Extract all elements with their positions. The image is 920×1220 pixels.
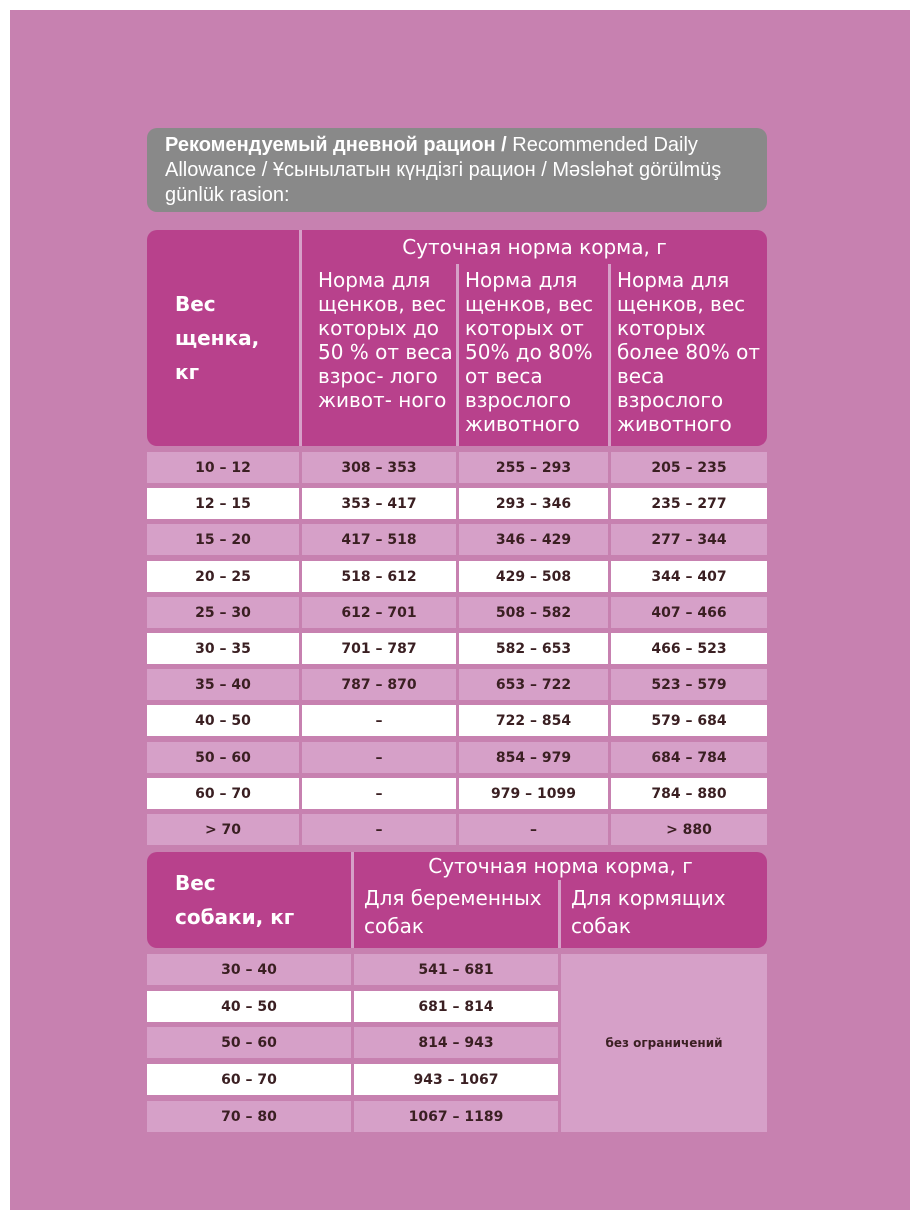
puppy-value-cell: 353 – 417 (302, 488, 456, 519)
puppy-value-cell: 308 – 353 (302, 452, 456, 483)
puppy-value-cell: 854 – 979 (459, 742, 608, 773)
puppy-value-cell: 407 – 466 (611, 597, 767, 628)
puppy-value-cell: 277 – 344 (611, 524, 767, 555)
dog-col-header-2: Для кормящих собак (571, 886, 726, 938)
puppy-weight-cell: 15 – 20 (147, 524, 299, 555)
puppy-group-header-cell (302, 230, 767, 264)
lactating-merged-cell (561, 954, 767, 1132)
title-box (147, 128, 767, 212)
puppy-weight-header-cell (147, 230, 299, 446)
dog-weight-cell: 40 – 50 (147, 991, 351, 1022)
puppy-value-cell: 429 – 508 (459, 561, 608, 592)
puppy-value-cell: 523 – 579 (611, 669, 767, 700)
puppy-value-cell: 255 – 293 (459, 452, 608, 483)
puppy-weight-cell: > 70 (147, 814, 299, 845)
puppy-col-header-1: Норма для щенков, вес которых до 50 % от веса взрос- лого живот- ного (318, 268, 453, 412)
puppy-weight-cell: 12 – 15 (147, 488, 299, 519)
puppy-weight-header: Вес щенка, кг (175, 292, 260, 384)
dog-value-cell: 681 – 814 (354, 991, 558, 1022)
puppy-group-header: Суточная норма корма, г (402, 235, 667, 259)
dog-weight-header: Вес собаки, кг (175, 871, 295, 929)
puppy-weight-cell: 35 – 40 (147, 669, 299, 700)
dog-value-cell: 943 – 1067 (354, 1064, 558, 1095)
title-bold: Рекомендуемый дневной рацион / (165, 134, 507, 156)
puppy-value-cell: – (302, 814, 456, 845)
puppy-weight-cell: 30 – 35 (147, 633, 299, 664)
title-rest: Recommended Daily Allowance / Ұсынылатын күндізгі рацион / Məsləhət görülmüş günlük rasion: (165, 134, 722, 206)
puppy-value-cell: 722 – 854 (459, 705, 608, 736)
puppy-col-header-2: Норма для щенков, вес которых от 50% до 80% от веса взрослого животного (465, 268, 594, 436)
dog-weight-header-cell (147, 852, 351, 948)
dog-value-cell: 1067 – 1189 (354, 1101, 558, 1132)
dog-weight-cell: 30 – 40 (147, 954, 351, 985)
puppy-value-cell: – (302, 778, 456, 809)
puppy-value-cell: 344 – 407 (611, 561, 767, 592)
puppy-header-divider-3 (608, 264, 611, 446)
puppy-weight-cell: 50 – 60 (147, 742, 299, 773)
puppy-value-cell: 518 – 612 (302, 561, 456, 592)
puppy-col-header-1-cell (302, 264, 456, 446)
puppy-value-cell: 466 – 523 (611, 633, 767, 664)
puppy-col-header-3: Норма для щенков, вес которых более 80% от веса взрослого животного (617, 268, 761, 436)
puppy-value-cell: – (302, 705, 456, 736)
puppy-value-cell: 417 – 518 (302, 524, 456, 555)
dog-weight-cell: 70 – 80 (147, 1101, 351, 1132)
puppy-value-cell: 612 – 701 (302, 597, 456, 628)
lactating-value: без ограничений (605, 1036, 723, 1050)
dog-weight-cell: 50 – 60 (147, 1027, 351, 1058)
puppy-header-divider-2 (456, 264, 459, 446)
puppy-weight-cell: 40 – 50 (147, 705, 299, 736)
dog-col-header-1-cell (354, 880, 558, 948)
puppy-weight-cell: 60 – 70 (147, 778, 299, 809)
dog-col-header-1: Для беременных собак (364, 886, 542, 938)
puppy-value-cell: 346 – 429 (459, 524, 608, 555)
dog-weight-cell: 60 – 70 (147, 1064, 351, 1095)
puppy-col-header-3-cell (611, 264, 767, 446)
puppy-value-cell: 582 – 653 (459, 633, 608, 664)
puppy-value-cell: > 880 (611, 814, 767, 845)
puppy-value-cell: 508 – 582 (459, 597, 608, 628)
puppy-value-cell: 293 – 346 (459, 488, 608, 519)
puppy-value-cell: 653 – 722 (459, 669, 608, 700)
dog-value-cell: 814 – 943 (354, 1027, 558, 1058)
dog-value-cell: 541 – 681 (354, 954, 558, 985)
dog-group-header: Суточная норма корма, г (428, 854, 693, 878)
puppy-value-cell: 579 – 684 (611, 705, 767, 736)
dog-header-divider-2 (558, 880, 561, 948)
puppy-value-cell: 979 – 1099 (459, 778, 608, 809)
puppy-weight-cell: 20 – 25 (147, 561, 299, 592)
puppy-value-cell: 684 – 784 (611, 742, 767, 773)
puppy-value-cell: 205 – 235 (611, 452, 767, 483)
dog-group-header-cell (354, 852, 767, 880)
dog-header-divider-1 (351, 852, 354, 948)
puppy-weight-cell: 25 – 30 (147, 597, 299, 628)
puppy-value-cell: 787 – 870 (302, 669, 456, 700)
puppy-weight-cell: 10 – 12 (147, 452, 299, 483)
puppy-value-cell: 784 – 880 (611, 778, 767, 809)
puppy-value-cell: 701 – 787 (302, 633, 456, 664)
puppy-col-header-2-cell (459, 264, 608, 446)
puppy-header-divider-1 (299, 230, 302, 446)
puppy-value-cell: – (302, 742, 456, 773)
dog-col-header-2-cell (561, 880, 767, 948)
puppy-value-cell: 235 – 277 (611, 488, 767, 519)
puppy-value-cell: – (459, 814, 608, 845)
